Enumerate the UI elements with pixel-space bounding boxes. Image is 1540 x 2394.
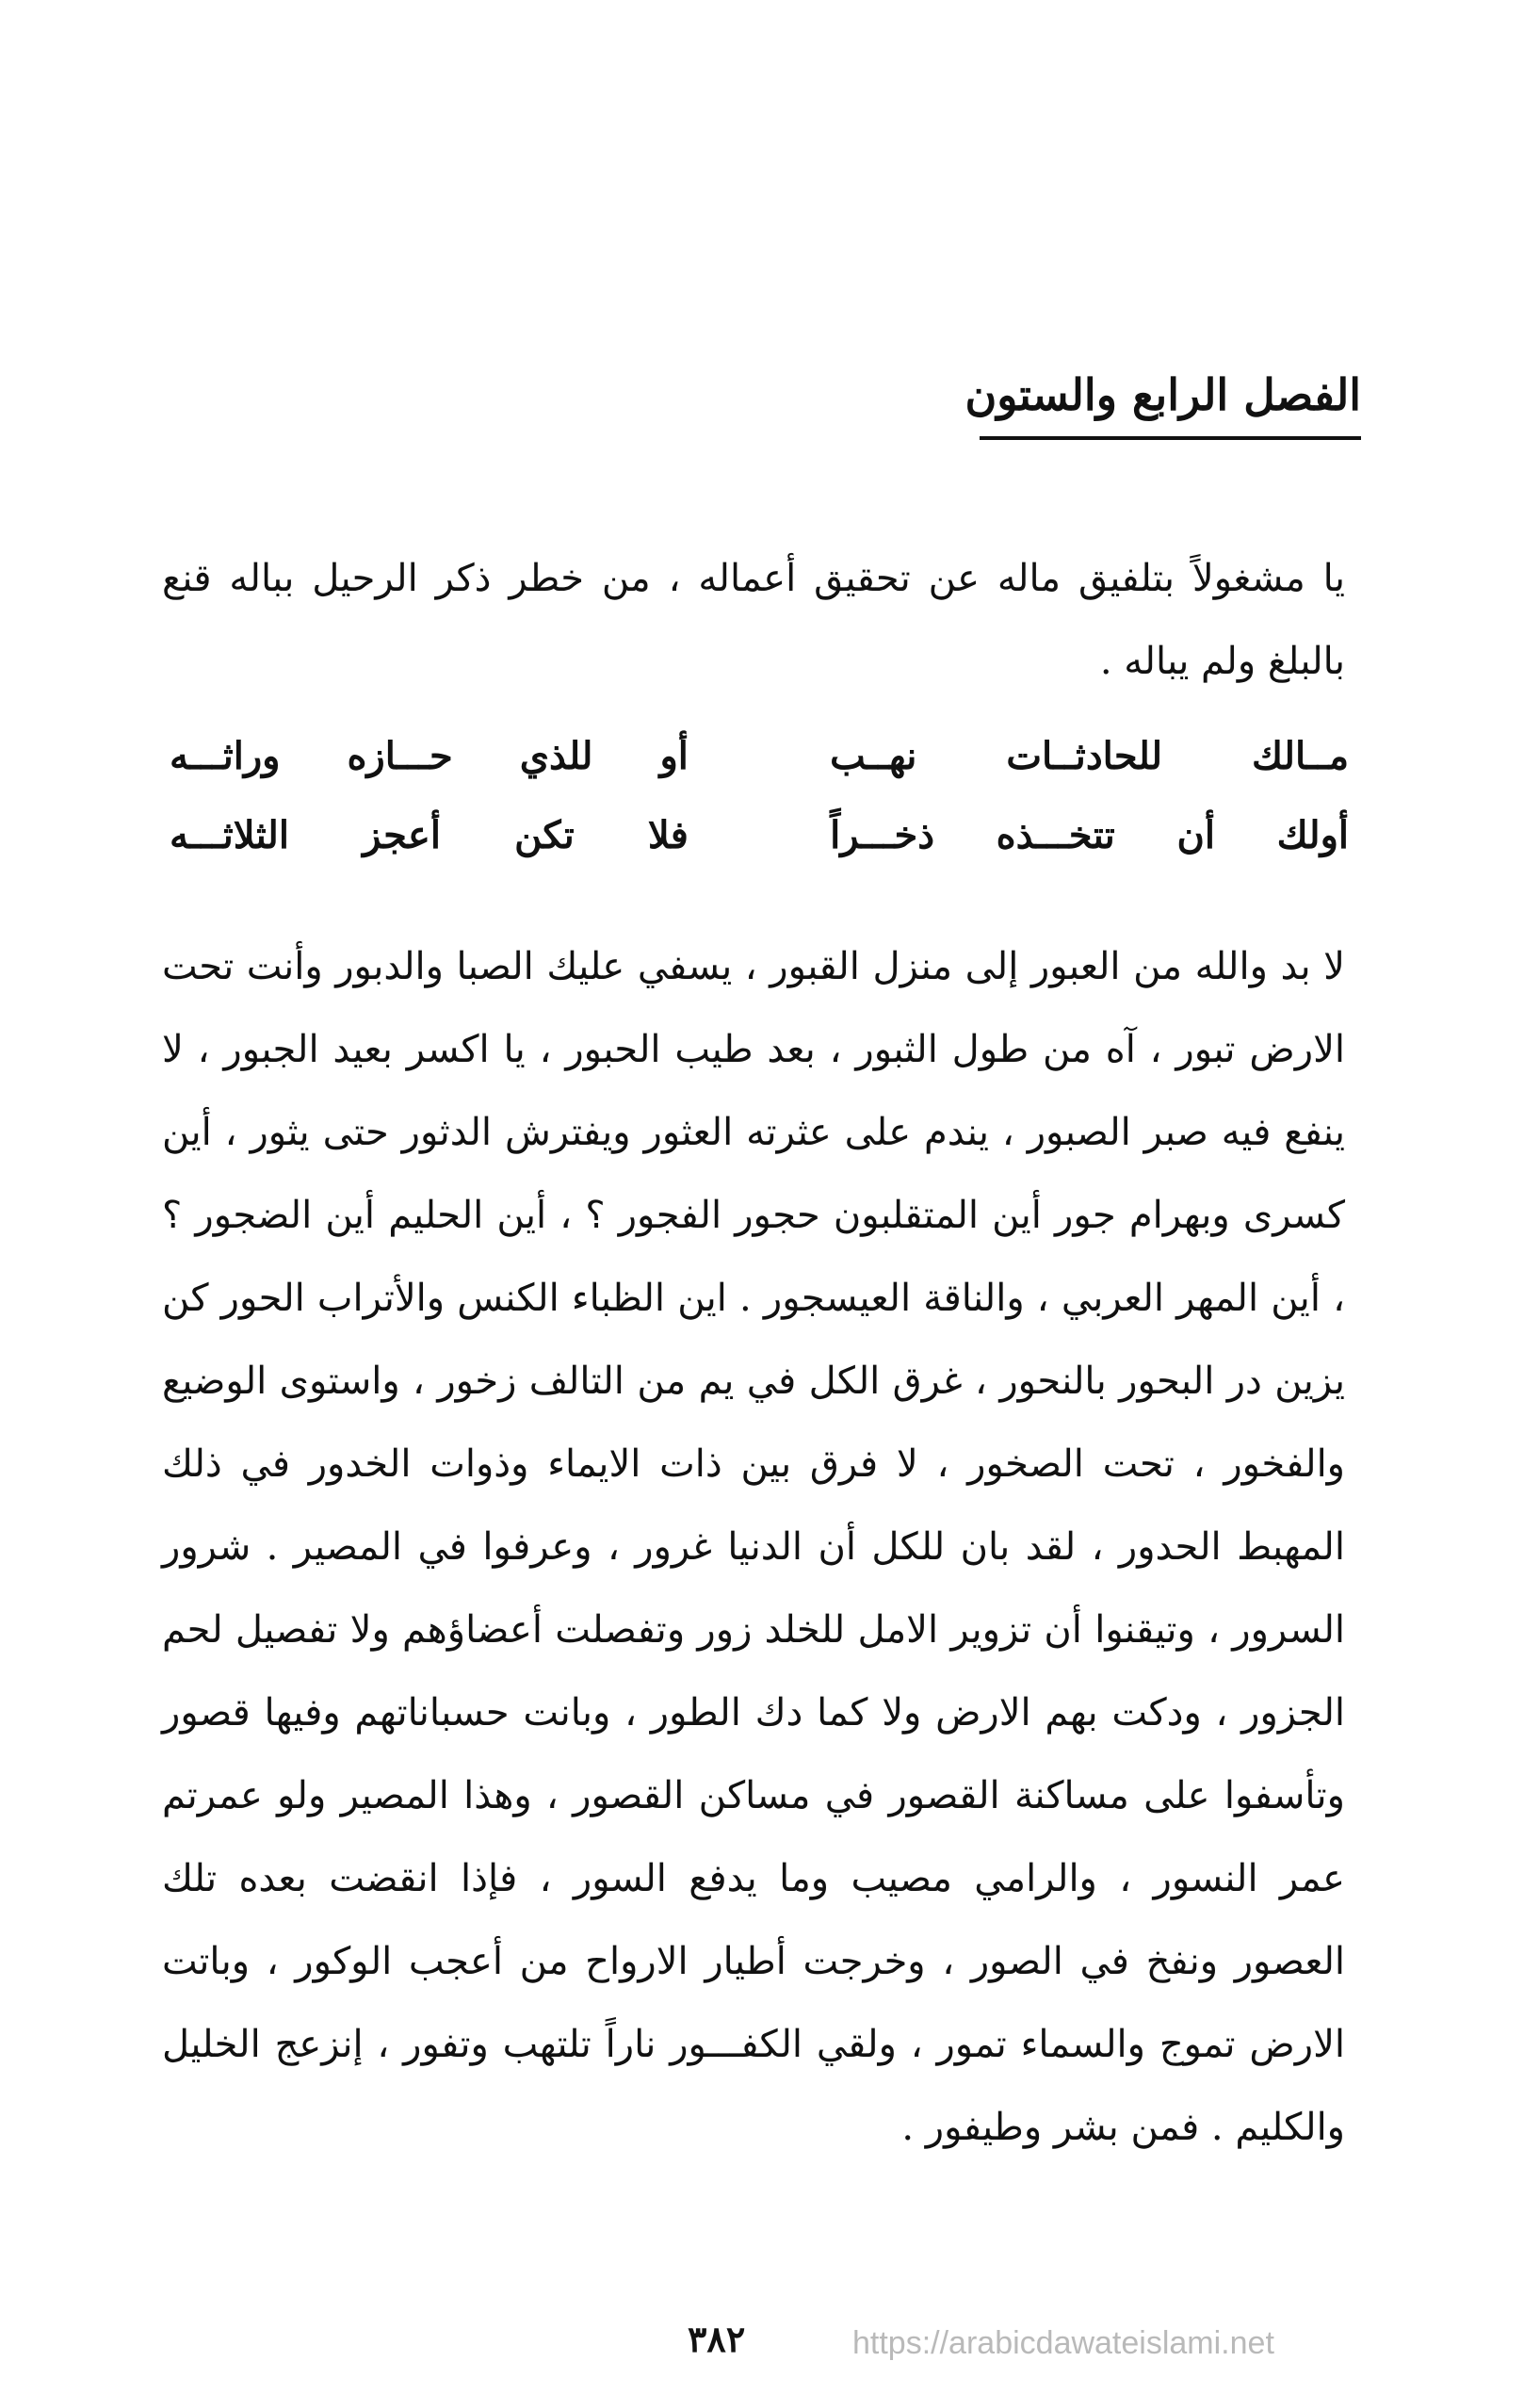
hemistich-second: فلا تكن أعجز الثلاثـــه (170, 812, 689, 857)
hemistich-first: مــالك للحادثــات نهــب (830, 733, 1349, 778)
paragraph-1-text: يا مشغولاً بتلفيق ماله عن تحقيق أعماله ، من خطر ذكر الرحيل بباله قنع بالبلغ ولم يباله . (162, 557, 1345, 683)
page-number: ٣٨٢ (688, 2318, 746, 2360)
paragraph-2 (162, 925, 1345, 2169)
poem-verse (170, 716, 1349, 795)
watermark-url: https://arabicdawateislami.net (852, 2325, 1274, 2361)
poem-block (170, 716, 1349, 874)
hemistich-first: أولك أن تتخـــذه ذخـــراً (830, 812, 1349, 857)
paragraph-1 (162, 537, 1345, 703)
chapter-title: الفصل الرابع والستون (965, 369, 1361, 420)
title-underline (980, 436, 1361, 440)
poem-verse (170, 795, 1349, 874)
paragraph-2-text: لا بد والله من العبور إلى منزل القبور ، يسفي عليك الصبا والدبور وأنت تحت الارض تبور ، آه من طول الثبور ، بعد طيب الحبور ، يا اكسر بعيد الجبور ، لا ينفع فيه صبر الصبور ، يندم على عثرته العثور ويفترش الدثور حتى يثور ، أين كسرى وبهرام جور أين المتقلبون حجور الفجور ؟ ، أين الحليم أين الضجور ؟ ، أين المهر العربي ، والناقة العيسجور . اين الظباء الكنس والأتراب الحور كن يزين در البحور بالنحور ، غرق الكل في يم من التالف زخور ، واستوى الوضيع والفخور ، تحت الصخور ، لا فرق بين ذات الايماء وذوات الخدور في ذلك المهبط الحدور ، لقد بان للكل أن الدنيا غرور ، وعرفوا في المصير . شرور السرور ، وتيقنوا أن تزوير الامل للخلد زور وتفصلت أعضاؤهم ولا تفصيل لحم الجزور ، ودكت بهم الارض ولا كما دك الطور ، وبانت حسباناتهم وفيها قصور وتأسفوا على مساكنة القصور في مساكن القصور ، وهذا المصير ولو عمرتم عمر النسور ، والرامي مصيب وما يدفع السور ، فإذا انقضت بعده تلك العصور ونفخ في الصور ، وخرجت أطيار الارواح من أعجب الوكور ، وباتت الارض تموج والسماء تمور ، ولقي الكفـــور ناراً تلتهب وتفور ، إنزعج الخليل والكليم . فمن بشر وطيفور . (162, 945, 1346, 2149)
hemistich-second: أو للذي حـــازه وراثـــه (170, 733, 689, 778)
